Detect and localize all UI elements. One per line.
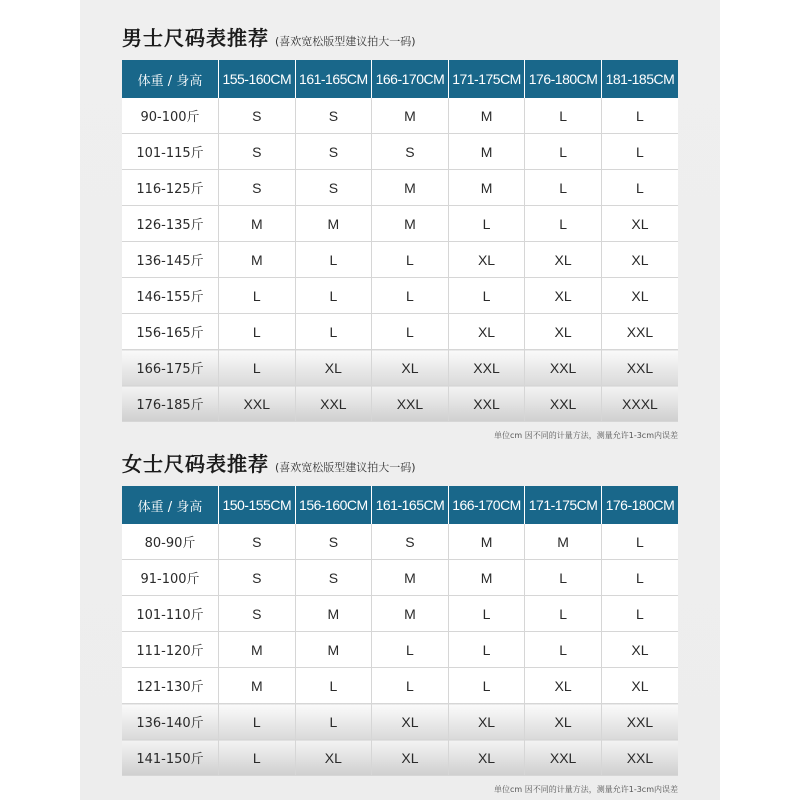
- size-cell: L: [372, 632, 449, 668]
- size-cell: L: [448, 632, 525, 668]
- size-cell: L: [219, 314, 296, 350]
- women-subtitle: (喜欢宽松版型建议拍大一码): [275, 461, 416, 474]
- size-cell: S: [295, 524, 372, 560]
- table-row: [122, 242, 678, 278]
- table-row: [122, 668, 678, 704]
- table-row: [122, 704, 678, 740]
- women-title: 女士尺码表推荐: [122, 452, 269, 476]
- size-cell: M: [525, 524, 602, 560]
- size-cell: XL: [525, 668, 602, 704]
- size-cell: XL: [525, 242, 602, 278]
- table-row: [122, 98, 678, 134]
- size-cell: XL: [372, 704, 449, 740]
- size-cell: S: [372, 524, 449, 560]
- size-cell: L: [372, 668, 449, 704]
- table-row: [122, 350, 678, 386]
- size-cell: XL: [525, 314, 602, 350]
- size-cell: L: [448, 206, 525, 242]
- size-cell: M: [295, 206, 372, 242]
- weight-cell: 90-100斤: [122, 98, 219, 134]
- size-cell: L: [525, 170, 602, 206]
- size-cell: XXL: [219, 386, 296, 422]
- size-cell: L: [525, 206, 602, 242]
- column-header: 161-165CM: [295, 60, 372, 98]
- size-cell: XL: [448, 314, 525, 350]
- size-cell: XL: [525, 278, 602, 314]
- size-cell: L: [448, 278, 525, 314]
- size-cell: M: [448, 170, 525, 206]
- size-cell: XL: [448, 704, 525, 740]
- column-header: 171-175CM: [525, 486, 602, 524]
- men-title: 男士尺码表推荐: [122, 26, 269, 50]
- size-cell: XL: [601, 632, 678, 668]
- size-cell: XL: [448, 740, 525, 776]
- column-header: 155-160CM: [219, 60, 296, 98]
- size-cell: XL: [448, 242, 525, 278]
- size-cell: L: [219, 350, 296, 386]
- size-cell: S: [295, 134, 372, 170]
- column-header: 176-180CM: [525, 60, 602, 98]
- size-cell: L: [448, 596, 525, 632]
- men-size-table: [122, 60, 678, 422]
- size-cell: S: [219, 560, 296, 596]
- size-cell: M: [372, 98, 449, 134]
- women-size-section: [122, 448, 678, 795]
- size-cell: XL: [295, 350, 372, 386]
- size-cell: XXL: [525, 386, 602, 422]
- table-row: [122, 632, 678, 668]
- men-subtitle: (喜欢宽松版型建议拍大一码): [275, 35, 416, 48]
- size-cell: S: [219, 596, 296, 632]
- size-cell: XXL: [525, 740, 602, 776]
- size-cell: L: [219, 704, 296, 740]
- table-row: [122, 278, 678, 314]
- size-cell: S: [219, 134, 296, 170]
- size-cell: XXL: [601, 704, 678, 740]
- weight-cell: 136-140斤: [122, 704, 219, 740]
- size-cell: M: [448, 98, 525, 134]
- size-cell: L: [295, 704, 372, 740]
- size-cell: L: [525, 632, 602, 668]
- size-cell: S: [295, 170, 372, 206]
- weight-cell: 116-125斤: [122, 170, 219, 206]
- table-row: [122, 596, 678, 632]
- size-cell: XL: [601, 668, 678, 704]
- table-row: [122, 386, 678, 422]
- weight-cell: 111-120斤: [122, 632, 219, 668]
- size-cell: L: [525, 596, 602, 632]
- size-cell: L: [295, 278, 372, 314]
- weight-cell: 121-130斤: [122, 668, 219, 704]
- size-cell: L: [372, 278, 449, 314]
- size-cell: M: [219, 206, 296, 242]
- size-cell: M: [295, 632, 372, 668]
- men-size-section: [122, 22, 678, 441]
- weight-cell: 176-185斤: [122, 386, 219, 422]
- size-cell: XL: [601, 242, 678, 278]
- weight-cell: 136-145斤: [122, 242, 219, 278]
- men-note: 单位cm 因不同的计量方法，测量允许1-3cm内误差: [494, 431, 678, 440]
- size-cell: S: [372, 134, 449, 170]
- table-row: [122, 170, 678, 206]
- weight-cell: 166-175斤: [122, 350, 219, 386]
- size-cell: XL: [601, 278, 678, 314]
- weight-cell: 141-150斤: [122, 740, 219, 776]
- weight-cell: 80-90斤: [122, 524, 219, 560]
- size-cell: L: [525, 134, 602, 170]
- table-row: [122, 560, 678, 596]
- column-header: 150-155CM: [219, 486, 296, 524]
- size-cell: XXL: [372, 386, 449, 422]
- size-cell: L: [525, 560, 602, 596]
- table-row: [122, 206, 678, 242]
- size-cell: M: [295, 596, 372, 632]
- size-cell: L: [295, 242, 372, 278]
- column-header: 171-175CM: [448, 60, 525, 98]
- size-cell: XL: [601, 206, 678, 242]
- size-cell: M: [448, 134, 525, 170]
- corner-header: 体重 / 身高: [122, 486, 219, 524]
- size-cell: L: [525, 98, 602, 134]
- size-cell: L: [601, 524, 678, 560]
- size-cell: L: [601, 596, 678, 632]
- weight-cell: 146-155斤: [122, 278, 219, 314]
- size-cell: S: [295, 560, 372, 596]
- size-cell: XXL: [525, 350, 602, 386]
- table-row: [122, 740, 678, 776]
- table-row: [122, 134, 678, 170]
- column-header: 166-170CM: [448, 486, 525, 524]
- size-cell: L: [601, 98, 678, 134]
- size-cell: L: [219, 740, 296, 776]
- size-cell: XL: [525, 704, 602, 740]
- women-size-table: [122, 486, 678, 776]
- weight-cell: 101-115斤: [122, 134, 219, 170]
- size-cell: M: [219, 668, 296, 704]
- men-header-row: [122, 60, 678, 98]
- women-header-row: [122, 486, 678, 524]
- size-cell: L: [601, 560, 678, 596]
- size-cell: XXL: [448, 350, 525, 386]
- size-cell: L: [372, 242, 449, 278]
- weight-cell: 156-165斤: [122, 314, 219, 350]
- women-note: 单位cm 因不同的计量方法，测量允许1-3cm内误差: [494, 785, 678, 794]
- weight-cell: 91-100斤: [122, 560, 219, 596]
- size-cell: XXL: [601, 314, 678, 350]
- size-cell: S: [219, 170, 296, 206]
- size-cell: XL: [372, 740, 449, 776]
- size-cell: L: [372, 314, 449, 350]
- weight-cell: 126-135斤: [122, 206, 219, 242]
- size-cell: M: [448, 560, 525, 596]
- size-cell: XXL: [295, 386, 372, 422]
- column-header: 166-170CM: [372, 60, 449, 98]
- weight-cell: 101-110斤: [122, 596, 219, 632]
- column-header: 181-185CM: [601, 60, 678, 98]
- column-header: 156-160CM: [295, 486, 372, 524]
- table-row: [122, 314, 678, 350]
- size-cell: L: [219, 278, 296, 314]
- size-cell: M: [372, 170, 449, 206]
- column-header: 176-180CM: [601, 486, 678, 524]
- size-cell: M: [372, 206, 449, 242]
- size-cell: M: [219, 242, 296, 278]
- corner-header: 体重 / 身高: [122, 60, 219, 98]
- size-cell: M: [448, 524, 525, 560]
- size-cell: XL: [372, 350, 449, 386]
- women-heading: [122, 448, 678, 486]
- size-cell: XXL: [448, 386, 525, 422]
- size-cell: XXL: [601, 350, 678, 386]
- size-cell: M: [219, 632, 296, 668]
- men-heading: [122, 22, 678, 60]
- size-cell: XXL: [601, 740, 678, 776]
- size-cell: XL: [295, 740, 372, 776]
- column-header: 161-165CM: [372, 486, 449, 524]
- size-cell: S: [295, 98, 372, 134]
- table-row: [122, 524, 678, 560]
- size-cell: L: [601, 170, 678, 206]
- size-cell: L: [295, 668, 372, 704]
- size-cell: M: [372, 596, 449, 632]
- size-cell: L: [448, 668, 525, 704]
- size-cell: L: [601, 134, 678, 170]
- size-cell: L: [295, 314, 372, 350]
- size-cell: S: [219, 98, 296, 134]
- size-cell: M: [372, 560, 449, 596]
- size-cell: S: [219, 524, 296, 560]
- size-cell: XXXL: [601, 386, 678, 422]
